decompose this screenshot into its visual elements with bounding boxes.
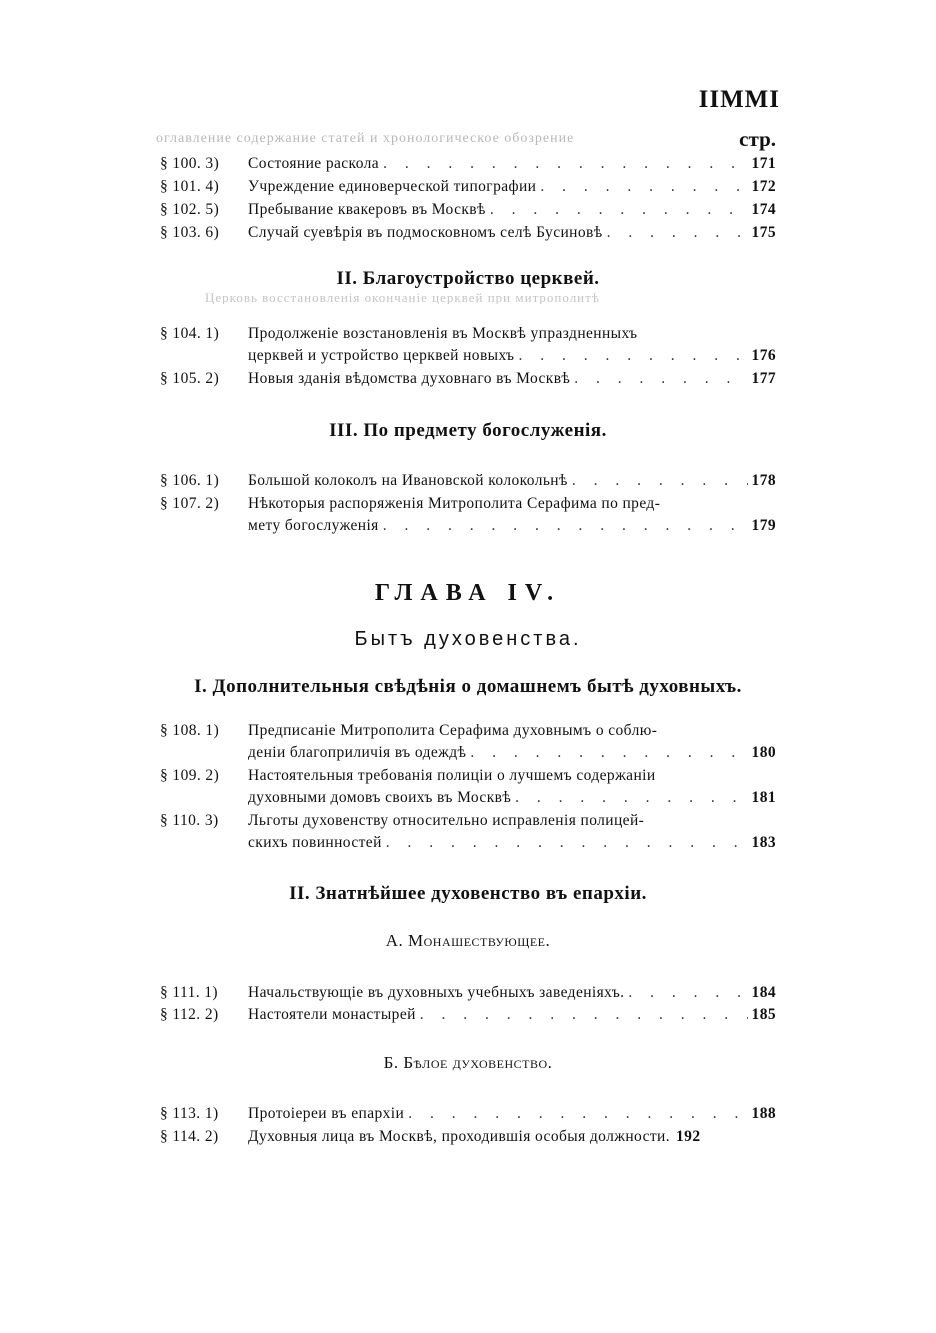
entry-page: 188 (751, 1105, 776, 1122)
entry-title-cont: мету богослуженія (248, 517, 379, 534)
entry-page: 181 (751, 789, 776, 806)
entry-page: 184 (751, 984, 776, 1001)
entry-page: 183 (751, 834, 776, 851)
section-heading: II. Знатнѣйшее духовенство въ епархіи. (289, 883, 647, 904)
subsection-heading: Б. Бѣлое духовенство. (383, 1053, 553, 1072)
toc-entry (160, 368, 776, 390)
toc-entry (160, 1103, 776, 1125)
toc-entry (160, 493, 776, 537)
toc-entry (160, 1126, 776, 1148)
entry-title: Настоятельныя требованія полиціи о лучшемъ содержаніи (248, 767, 656, 784)
entry-page: 178 (751, 472, 776, 489)
entry-section-number: § 109. 2) (160, 767, 220, 784)
entry-section-number: § 112. 2) (160, 1006, 219, 1023)
toc-entry (160, 153, 776, 175)
entry-title-cont: скихъ повинностей (248, 834, 382, 851)
entry-title: Настоятели монастырей (248, 1006, 416, 1023)
faint-bleedthrough-text: оглавление содержание статей и хронологическое обозрение (156, 131, 575, 146)
entry-title: Протоіереи въ епархіи (248, 1105, 405, 1122)
toc-entry (160, 470, 776, 492)
entry-title: Начальствующіе въ духовныхъ учебныхъ заведеніяхъ. (248, 984, 625, 1001)
entry-title: Нѣкоторыя распоряженія Митрополита Серафима по пред- (248, 495, 661, 512)
entry-title: Состояние раскола (248, 155, 380, 172)
toc-entry (160, 810, 776, 854)
page-number: IIMMI (698, 86, 780, 113)
entry-section-number: § 106. 1) (160, 472, 220, 489)
entry-title: Предписаніе Митрополита Серафима духовнымъ о соблю- (248, 722, 658, 739)
entry-page: 185 (751, 1006, 776, 1023)
section-heading: I. Дополнительныя свѣдѣнія о домашнемъ бытѣ духовныхъ. (194, 676, 742, 697)
toc-entry (160, 982, 776, 1004)
entry-page: 175 (751, 224, 776, 241)
toc-entry (160, 199, 776, 221)
entry-title-cont: деніи благоприличія въ одеждѣ (248, 744, 467, 761)
subsection-heading: А. Монашествующее. (385, 931, 551, 950)
entry-page: 176 (751, 347, 776, 364)
entry-title-cont: церквей и устройство церквей новыхъ (248, 347, 515, 364)
entry-page: 174 (751, 201, 776, 218)
entry-title: Новыя зданія вѣдомства духовнаго въ Москвѣ (248, 370, 571, 387)
entry-title: Учреждение единоверческой типографии (248, 178, 537, 195)
entry-page: 192 (676, 1128, 701, 1145)
toc-entry (160, 323, 776, 367)
entry-section-number: § 111. 1) (160, 984, 218, 1001)
faint-bleedthrough-text: Церковь восстановленія окончаніе церквей при митрополитѣ (205, 290, 600, 304)
toc-entry (160, 1004, 776, 1026)
entry-section-number: § 108. 1) (160, 722, 220, 739)
entry-title: Случай суевѣрія въ подмосковномъ селѣ Бусиновѣ (248, 224, 603, 241)
entry-section-number: § 101. 4) (160, 178, 220, 195)
chapter-title: ГЛАВА IV. (374, 580, 562, 606)
section-heading: II. Благоустройство церквей. (336, 268, 600, 289)
page-column-label: стр. (739, 127, 776, 151)
chapter-subtitle: Бытъ духовенства. (354, 628, 582, 650)
entry-page: 179 (751, 517, 776, 534)
entry-section-number: § 103. 6) (160, 224, 220, 241)
entry-section-number: § 114. 2) (160, 1128, 219, 1145)
entry-page: 177 (751, 370, 776, 387)
entry-page: 172 (751, 178, 776, 195)
entry-title: Духовныя лица въ Москвѣ, проходившія особыя должности. (248, 1128, 671, 1145)
section-heading: III. По предмету богослуженія. (329, 420, 607, 441)
toc-entry (160, 222, 776, 244)
entry-page: 180 (751, 744, 776, 761)
entry-section-number: § 104. 1) (160, 325, 220, 342)
toc-entry (160, 176, 776, 198)
entry-title-cont: духовными домовъ своихъ въ Москвѣ (248, 789, 512, 806)
entry-title: Пребывание квакеровъ въ Москвѣ (248, 201, 486, 218)
page-column-header (156, 127, 776, 151)
entry-section-number: § 105. 2) (160, 370, 220, 387)
toc-entry (160, 765, 776, 809)
entry-section-number: § 110. 3) (160, 812, 219, 829)
entry-section-number: § 102. 5) (160, 201, 220, 218)
entry-section-number: § 107. 2) (160, 495, 220, 512)
entry-title: Большой колоколъ на Ивановской колокольнѣ (248, 472, 568, 489)
entry-section-number: § 100. 3) (160, 155, 220, 172)
entry-section-number: § 113. 1) (160, 1105, 219, 1122)
entry-title: Льготы духовенству относительно исправленія полицей- (248, 812, 645, 829)
entry-title: Продолженіе возстановленія въ Москвѣ упраздненныхъ (248, 325, 638, 342)
entry-page: 171 (751, 155, 776, 172)
toc-entry (160, 720, 776, 764)
